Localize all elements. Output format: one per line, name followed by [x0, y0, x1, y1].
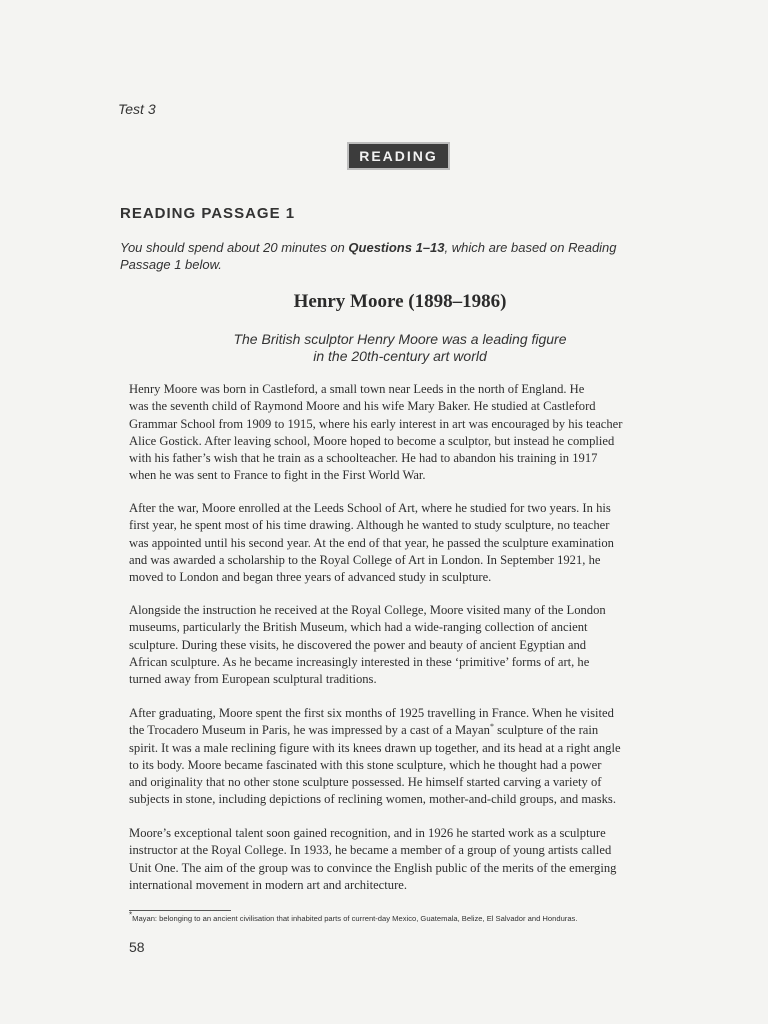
- instruction-questions: Questions 1–13: [348, 240, 445, 255]
- instruction-line-2: Passage 1 below.: [120, 257, 222, 272]
- text-line: Grammar School from 1909 to 1915, where his early interest in art was encouraged by his teacher: [129, 416, 623, 431]
- text-line: first year, he spent most of his time drawing. Although he wanted to study sculpture, no teacher: [129, 518, 610, 533]
- section-banner: [347, 142, 450, 170]
- text-line: sculpture. During these visits, he discovered the power and beauty of ancient Egyptian and: [129, 637, 587, 652]
- paragraph-4: [129, 705, 669, 809]
- text-line: when he was sent to France to fight in the First World War.: [129, 468, 426, 483]
- text-segment: the Trocadero Museum in Paris, he was impressed by a cast of a Mayan: [129, 723, 490, 738]
- text-line: moved to London and began three years of advanced study in sculpture.: [129, 570, 492, 585]
- passage-heading: READING PASSAGE 1: [120, 205, 296, 222]
- text-line: [129, 722, 669, 739]
- paragraph-2: [129, 500, 669, 586]
- text-line: Moore’s exceptional talent soon gained recognition, and in 1926 he started work as a sculpture: [129, 826, 606, 840]
- footnote: [129, 910, 689, 923]
- text-line: international movement in modern art and architecture.: [129, 877, 408, 892]
- text-line: After graduating, Moore spent the first six months of 1925 travelling in France. When he visited: [129, 706, 614, 720]
- footnote-divider: [129, 910, 231, 911]
- text-line: After the war, Moore enrolled at the Leeds School of Art, where he studied for two years. In his: [129, 501, 611, 515]
- text-line: Henry Moore was born in Castleford, a small town near Leeds in the north of England. He: [129, 382, 585, 396]
- subtitle-line-2: in the 20th-century art world: [313, 348, 487, 364]
- page-number: 58: [129, 939, 145, 955]
- text-line: was the seventh child of Raymond Moore and his wife Mary Baker. He studied at Castleford: [129, 399, 596, 414]
- subtitle-line-1: The British sculptor Henry Moore was a leading figure: [233, 331, 567, 347]
- text-line: was appointed until his second year. At the end of that year, he passed the sculpture examination: [129, 535, 614, 550]
- section-banner-label: READING: [359, 148, 438, 164]
- paragraph-5: [129, 825, 669, 894]
- text-line: African sculpture. As he became increasingly interested in these ‘primitive’ forms of art, he: [129, 654, 590, 669]
- text-line: to its body. Moore became fascinated with this stone sculpture, which he thought had a power: [129, 757, 602, 772]
- text-line: Unit One. The aim of the group was to convince the English public of the merits of the emerging: [129, 860, 617, 875]
- text-line: museums, particularly the British Museum, which had a wide-ranging collection of ancient: [129, 620, 588, 635]
- instruction-prefix: You should spend about 20 minutes on: [120, 240, 349, 255]
- instruction-suffix: , which are based on Reading: [444, 240, 617, 255]
- text-line: turned away from European sculptural traditions.: [129, 672, 377, 687]
- instructions: [120, 239, 680, 273]
- text-segment: sculpture of the rain: [493, 723, 599, 738]
- text-line: Alice Gostick. After leaving school, Moore hoped to become a sculptor, but instead he complied: [129, 433, 615, 448]
- test-label: Test 3: [118, 101, 156, 117]
- text-line: instructor at the Royal College. In 1933, he became a member of a group of young artists called: [129, 843, 612, 858]
- text-line: and was awarded a scholarship to the Royal College of Art in London. In September 1921, he: [129, 552, 601, 567]
- passage-title: Henry Moore (1898–1986): [293, 291, 507, 312]
- text-line: with his father’s wish that he train as a schoolteacher. He had to abandon his training in 1917: [129, 451, 598, 466]
- passage-subtitle: [120, 331, 680, 365]
- paragraph-3: [129, 602, 669, 688]
- footnote-text: Mayan: belonging to an ancient civilisation that inhabited parts of current-day Mexico, Guatemala, Belize, El Salvador and Honduras.: [132, 914, 578, 923]
- text-line: spirit. It was a male reclining figure with its knees drawn up together, and its head at a right angle: [129, 740, 621, 755]
- footnote-marker: *: [489, 722, 494, 732]
- footnote-mark: *: [129, 910, 133, 920]
- paragraph-1: [129, 381, 669, 485]
- text-line: subjects in stone, including depictions of reclining women, mother-and-child groups, and masks.: [129, 792, 616, 807]
- text-line: and originality that no other stone sculpture possessed. He himself started carving a variety of: [129, 775, 602, 790]
- text-line: Alongside the instruction he received at the Royal College, Moore visited many of the London: [129, 603, 606, 617]
